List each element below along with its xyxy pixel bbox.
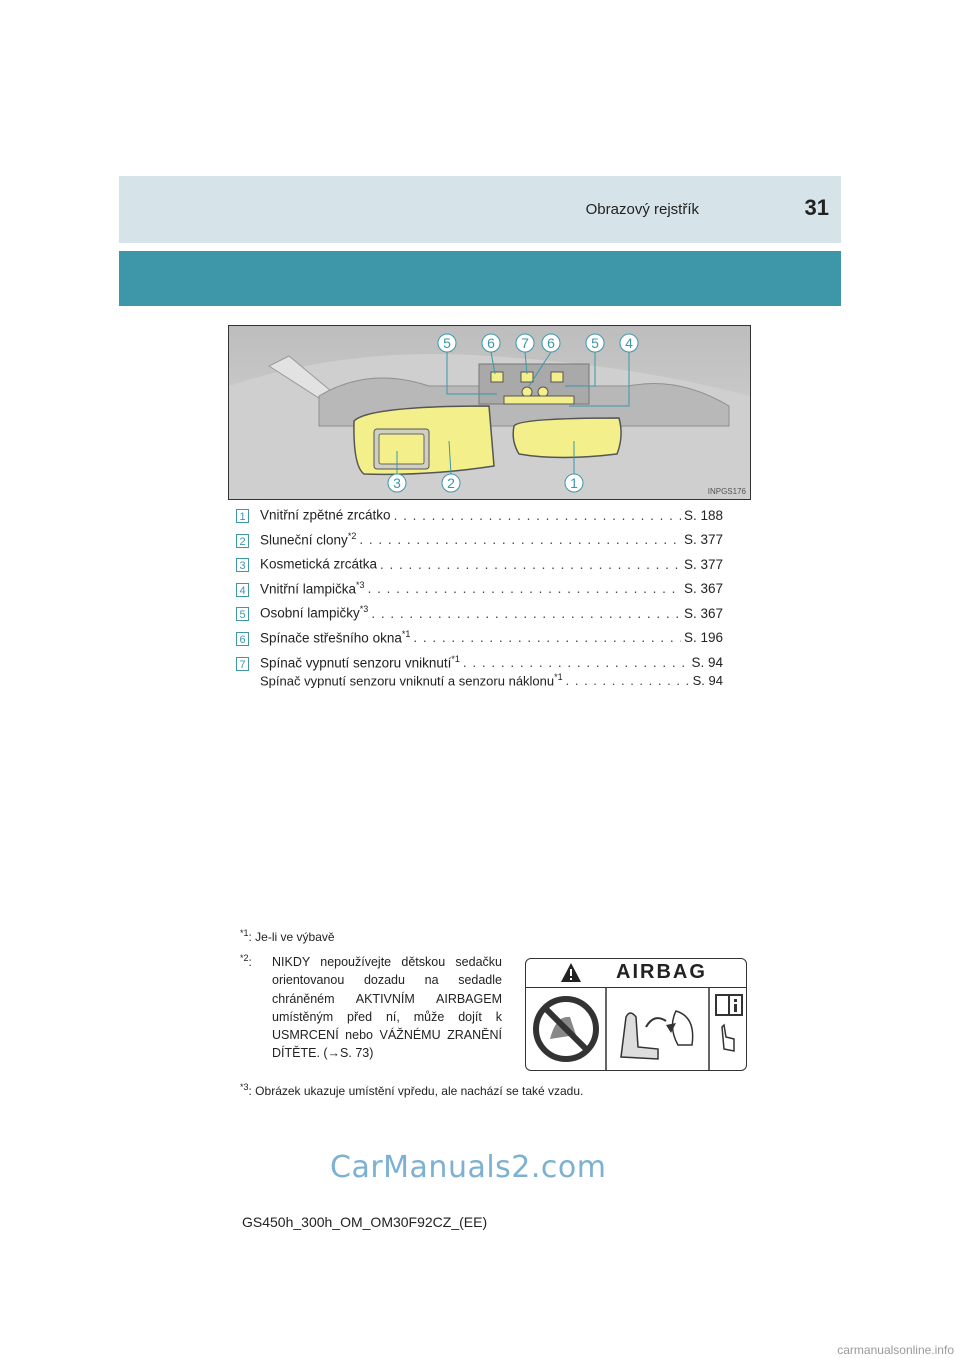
page-reference[interactable]: S. 367 (683, 581, 723, 597)
callout-top-4 (542, 334, 560, 352)
svg-text:4: 4 (625, 335, 633, 351)
list-item-sub[interactable] (236, 672, 723, 690)
item-label: Kosmetická zrcátka (260, 556, 378, 572)
footnote-text: : Je-li ve výbavě (248, 930, 335, 944)
page-reference[interactable]: S. 377 (683, 556, 723, 572)
item-number: 5 (236, 607, 249, 621)
seat-airbag-icon (621, 1011, 693, 1059)
callout-top-1 (438, 334, 456, 352)
callout-top-3 (516, 334, 534, 352)
callout-top-5 (586, 334, 604, 352)
item-label: Osobní lampičky (260, 605, 360, 621)
interior-illustration (228, 325, 751, 500)
item-sup: *3 (359, 604, 369, 615)
no-child-seat-icon (536, 999, 596, 1059)
page-reference[interactable]: S. 377 (683, 532, 723, 548)
header-band (119, 251, 841, 306)
watermark-corner: carmanualsonline.info (837, 1343, 954, 1357)
item-number: 3 (236, 558, 249, 572)
item-number: 7 (236, 657, 249, 671)
svg-text:2: 2 (447, 475, 455, 491)
page-number: 31 (804, 195, 829, 220)
callout-top-6 (620, 334, 638, 352)
svg-text:6: 6 (547, 335, 555, 351)
footnote-mark: *3 (240, 1082, 249, 1092)
dot-leader (380, 557, 681, 572)
item-number: 6 (236, 632, 249, 646)
footnote-2-text: NIKDY nepoužívejte dětskou sedačku orientovanou dozadu na sedadle chráněném AKTIVNÍM AIRBAGEM umístěným před ní, může dojít k USMRCENÍ nebo VÁŽNÉMU ZRANĚNÍ DÍTĚTE. (→S. 73) (272, 955, 502, 1061)
page-reference[interactable]: S. 94 (691, 655, 723, 671)
section-title: Obrazový rejstřík (585, 201, 699, 218)
watermark-center: CarManuals2.com (330, 1150, 607, 1185)
item-sup: *2 (347, 530, 357, 541)
airbag-label-header (526, 959, 746, 988)
index-list (236, 506, 723, 690)
callout-top-2 (482, 334, 500, 352)
item-number: 4 (236, 583, 249, 597)
page-reference[interactable]: S. 188 (683, 507, 723, 523)
dot-leader (463, 655, 689, 670)
item-number: 1 (236, 509, 249, 523)
list-item[interactable] (236, 604, 723, 629)
airbag-word: AIRBAG (616, 961, 707, 983)
svg-text:6: 6 (487, 335, 495, 351)
figure-code: INPGS176 (707, 487, 746, 496)
page-reference[interactable]: S. 367 (683, 605, 723, 621)
rear-view-mirror-shape (513, 418, 621, 458)
item-sup: *1 (401, 628, 411, 639)
item-label: Spínač vypnutí senzoru vniknutí a senzoru náklonu (260, 673, 555, 689)
list-item[interactable] (236, 580, 723, 605)
dot-leader (413, 630, 681, 645)
footnote-mark: *1 (240, 928, 249, 938)
dot-leader (566, 673, 690, 688)
dot-leader (371, 606, 681, 621)
list-item[interactable] (236, 629, 723, 654)
callout-bottom-3 (565, 474, 583, 492)
item-label: Sluneční clony (260, 532, 348, 548)
airbag-pictograms (526, 987, 748, 1071)
callout-bottom-1 (388, 474, 406, 492)
list-item[interactable] (236, 531, 723, 556)
item-label: Spínač vypnutí senzoru vniknutí (260, 655, 452, 671)
list-item[interactable] (236, 506, 723, 531)
dot-leader (394, 508, 681, 523)
item-sup: *3 (356, 579, 365, 590)
svg-text:7: 7 (521, 335, 529, 351)
footnote-2-mark (240, 953, 252, 969)
item-label: Vnitřní lampička (260, 581, 357, 597)
document-id: GS450h_300h_OM_OM30F92CZ_(EE) (242, 1214, 488, 1230)
item-number: 2 (236, 534, 249, 548)
header-bar (119, 176, 841, 243)
footnote-1 (240, 928, 335, 944)
overhead-console-drawing (229, 326, 750, 499)
footnote-text: : Obrázek ukazuje umístění vpředu, ale nachází se také vzadu. (248, 1084, 584, 1098)
svg-text:5: 5 (443, 335, 451, 351)
read-manual-icon (716, 995, 742, 1051)
svg-text:5: 5 (591, 335, 599, 351)
callout-bottom-2 (442, 474, 460, 492)
warning-triangle-icon (560, 962, 582, 984)
airbag-warning-label (525, 958, 747, 1071)
list-item[interactable] (236, 555, 723, 580)
footnote-colon: : (248, 955, 252, 969)
svg-text:1: 1 (570, 475, 578, 491)
svg-text:3: 3 (393, 475, 401, 491)
dot-leader (368, 581, 681, 596)
footnote-mark: *2 (240, 953, 249, 963)
item-sup: *1 (451, 653, 460, 664)
page-reference[interactable]: S. 196 (683, 630, 723, 646)
item-sup: *1 (554, 672, 563, 683)
page-reference[interactable]: S. 94 (692, 673, 723, 689)
dot-leader (359, 532, 681, 547)
footnote-3 (240, 1082, 583, 1098)
item-label: Vnitřní zpětné zrcátko (260, 507, 391, 523)
item-label: Spínače střešního okna (260, 630, 402, 646)
